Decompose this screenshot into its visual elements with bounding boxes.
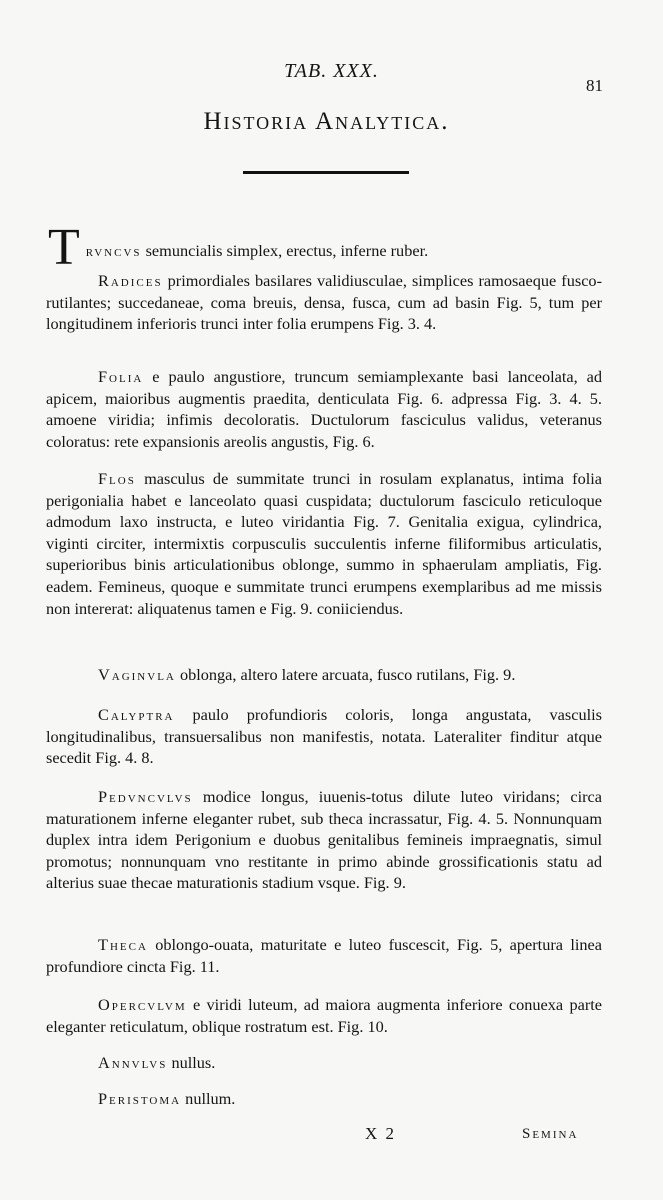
paragraph-peristoma bbox=[46, 1088, 602, 1110]
signature-mark: X 2 bbox=[365, 1124, 397, 1143]
paragraph-lead: Opercvlvm bbox=[98, 995, 187, 1014]
paragraph-lead: Pedvncvlvs bbox=[98, 787, 193, 806]
paragraph-text: primordiales basilares validiusculae, simplices ramosaeque fusco-rutilantes; succedaneae, coma breuis, densa, fusca, cum ad basin Fig. 5, tum per longitudinem inferioris trunci inter folia erumpens Fig. 3. 4. bbox=[46, 271, 602, 334]
paragraph-lead: Theca bbox=[98, 935, 148, 954]
paragraph-folia bbox=[46, 366, 602, 452]
paragraph-calyptra bbox=[46, 704, 602, 769]
paragraph-text: nullus. bbox=[171, 1053, 216, 1072]
section-heading: Historia Analytica. bbox=[203, 108, 450, 135]
page-number: 81 bbox=[586, 76, 603, 95]
paragraph-text: e paulo angustiore, truncum semiamplexante basi lanceolata, ad apicem, maioribus augmentis praedita, denticulata Fig. 6. adpressa Fig. 3. 4. 5. amoene viridia; infimis decoloratis. Ductulorum fasciculus validus, veteranus coloratus: rete expansionis areolis angustis, Fig. 6. bbox=[46, 367, 602, 451]
paragraph-lead: rvncvs bbox=[85, 241, 142, 260]
paragraph-annulus bbox=[46, 1052, 602, 1074]
paragraph-radices bbox=[46, 270, 602, 335]
paragraph-vaginula bbox=[46, 664, 602, 686]
paragraph-truncus bbox=[46, 219, 602, 276]
paragraph-text: oblonga, altero latere arcuata, fusco rutilans, Fig. 9. bbox=[179, 665, 516, 684]
paragraph-lead: Folia bbox=[98, 367, 144, 386]
paragraph-operculum bbox=[46, 994, 602, 1037]
paragraph-text: paulo profundioris coloris, longa angustata, vasculis longitudinalibus, transuersalibus non manifestis, notata. Lateraliter finditur atque secedit Fig. 4. 8. bbox=[46, 705, 602, 768]
paragraph-text: modice longus, iuuenis-totus dilute luteo viridans; circa maturationem inferne eleganter rubet, sub theca incrassatur, Fig. 4. 5. Nonnunquam duplex intra idem Perigonium e duobus genitalibus femineis impraegnatis, simul promotus; nonnunquam vno restitante in primo abinde grossificationis statu ad alterius suae thecae maturationis stadium vsque. Fig. 9. bbox=[46, 787, 603, 893]
paragraph-flos bbox=[46, 468, 602, 619]
paragraph-lead: Flos bbox=[98, 469, 136, 488]
paragraph-pedunculus bbox=[46, 786, 602, 894]
paragraph-text: masculus de summitate trunci in rosulam explanatus, intima folia perigonialia habet e lanceolato quasi cuspidata; ductulorum fasciculo reticuloque admodum laxo instructa, e luteo viridantia Fig. 7. Genitalia exigua, cylindrica, viginti circiter, intermixtis corpusculis succulentis inferne filiformibus articulatis, superioribus binis articulationibus oblonge, summo in sphaerulam ampliatis, Fig. eadem. Femineus, quoque e summitate trunci erumpens exemplaribus ad me missis non intererat: aliquatenus tamen e Fig. 9. coniiciendus. bbox=[46, 469, 603, 618]
paragraph-text: e viridi luteum, ad maiora augmenta inferiore conuexa parte eleganter reticulatum, oblique rostratum est. Fig. 10. bbox=[46, 995, 602, 1036]
drop-capital: T bbox=[48, 219, 80, 276]
catchword: Semina bbox=[522, 1126, 579, 1142]
paragraph-lead: Peristoma bbox=[98, 1089, 182, 1108]
paragraph-lead: Calyptra bbox=[98, 705, 175, 724]
paragraph-text: oblongo-ouata, maturitate e luteo fuscescit, Fig. 5, apertura linea profundiore cincta Fig. 11. bbox=[46, 935, 602, 976]
plate-label: TAB. XXX. bbox=[284, 60, 379, 82]
paragraph-lead: Annvlvs bbox=[98, 1053, 168, 1072]
heading-rule bbox=[243, 171, 409, 174]
paragraph-text: nullum. bbox=[185, 1089, 236, 1108]
paragraph-lead: Radices bbox=[98, 271, 163, 290]
paragraph-text: semuncialis simplex, erectus, inferne ruber. bbox=[145, 241, 429, 260]
paragraph-lead: Vaginvla bbox=[98, 665, 176, 684]
paragraph-theca bbox=[46, 934, 602, 977]
